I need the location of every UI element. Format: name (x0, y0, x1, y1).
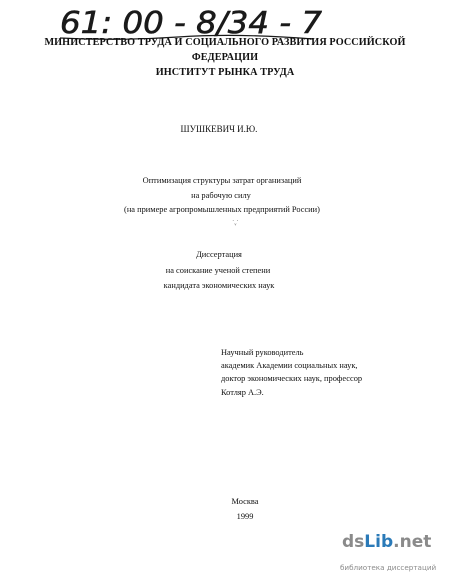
handwritten-code-text: 61: 00 - 8/34 - 7 (60, 6, 322, 41)
dslib-watermark (332, 530, 450, 582)
institute-name: ИНСТИТУТ РЫНКА ТРУДА (155, 67, 295, 78)
advisor-label: Научный руководитель (221, 348, 304, 357)
dslib-logo (342, 532, 431, 552)
advisor-title-1: академик Академии социальных наук, (221, 361, 358, 371)
advisor-title-2: доктор экономических наук, профессор (221, 374, 363, 384)
logo-net: .net (393, 532, 432, 552)
dissertation-label: Диссертация (196, 250, 242, 259)
dissertation-degree-line-1: на соискание ученой степени (165, 266, 271, 275)
thesis-title-line-1: Оптимизация структуры затрат организаций (142, 176, 302, 185)
author-name: ШУШКЕВИЧ И.Ю. (180, 124, 258, 134)
logo-ds: ds (342, 532, 365, 552)
advisor-block (221, 346, 362, 399)
thesis-title-line-3: (на примере агропромышленных предприятий России) (124, 205, 320, 214)
thesis-title-line-2: на рабочую силу (191, 191, 251, 200)
ministry-header-line-2: ФЕДЕРАЦИИ (191, 52, 259, 63)
ministry-header-line-1: МИНИСТЕРСТВО ТРУДА И СОЦИАЛЬНОГО РАЗВИТИЯ РОССИЙСКОЙ (44, 37, 406, 48)
handwritten-code-graphic (58, 2, 328, 42)
handwritten-catalog-code (58, 2, 328, 42)
watermark-subtitle: библиотека диссертаций (340, 563, 437, 572)
logo-lib: Lib (364, 532, 394, 552)
year: 1999 (236, 512, 254, 521)
dissertation-degree-line-2: кандидата экономических наук (163, 281, 275, 290)
advisor-name: Котляр А.Э. (221, 387, 264, 397)
city: Москва (231, 497, 259, 506)
scan-mark: ˙ᵥ˙ (232, 219, 239, 227)
